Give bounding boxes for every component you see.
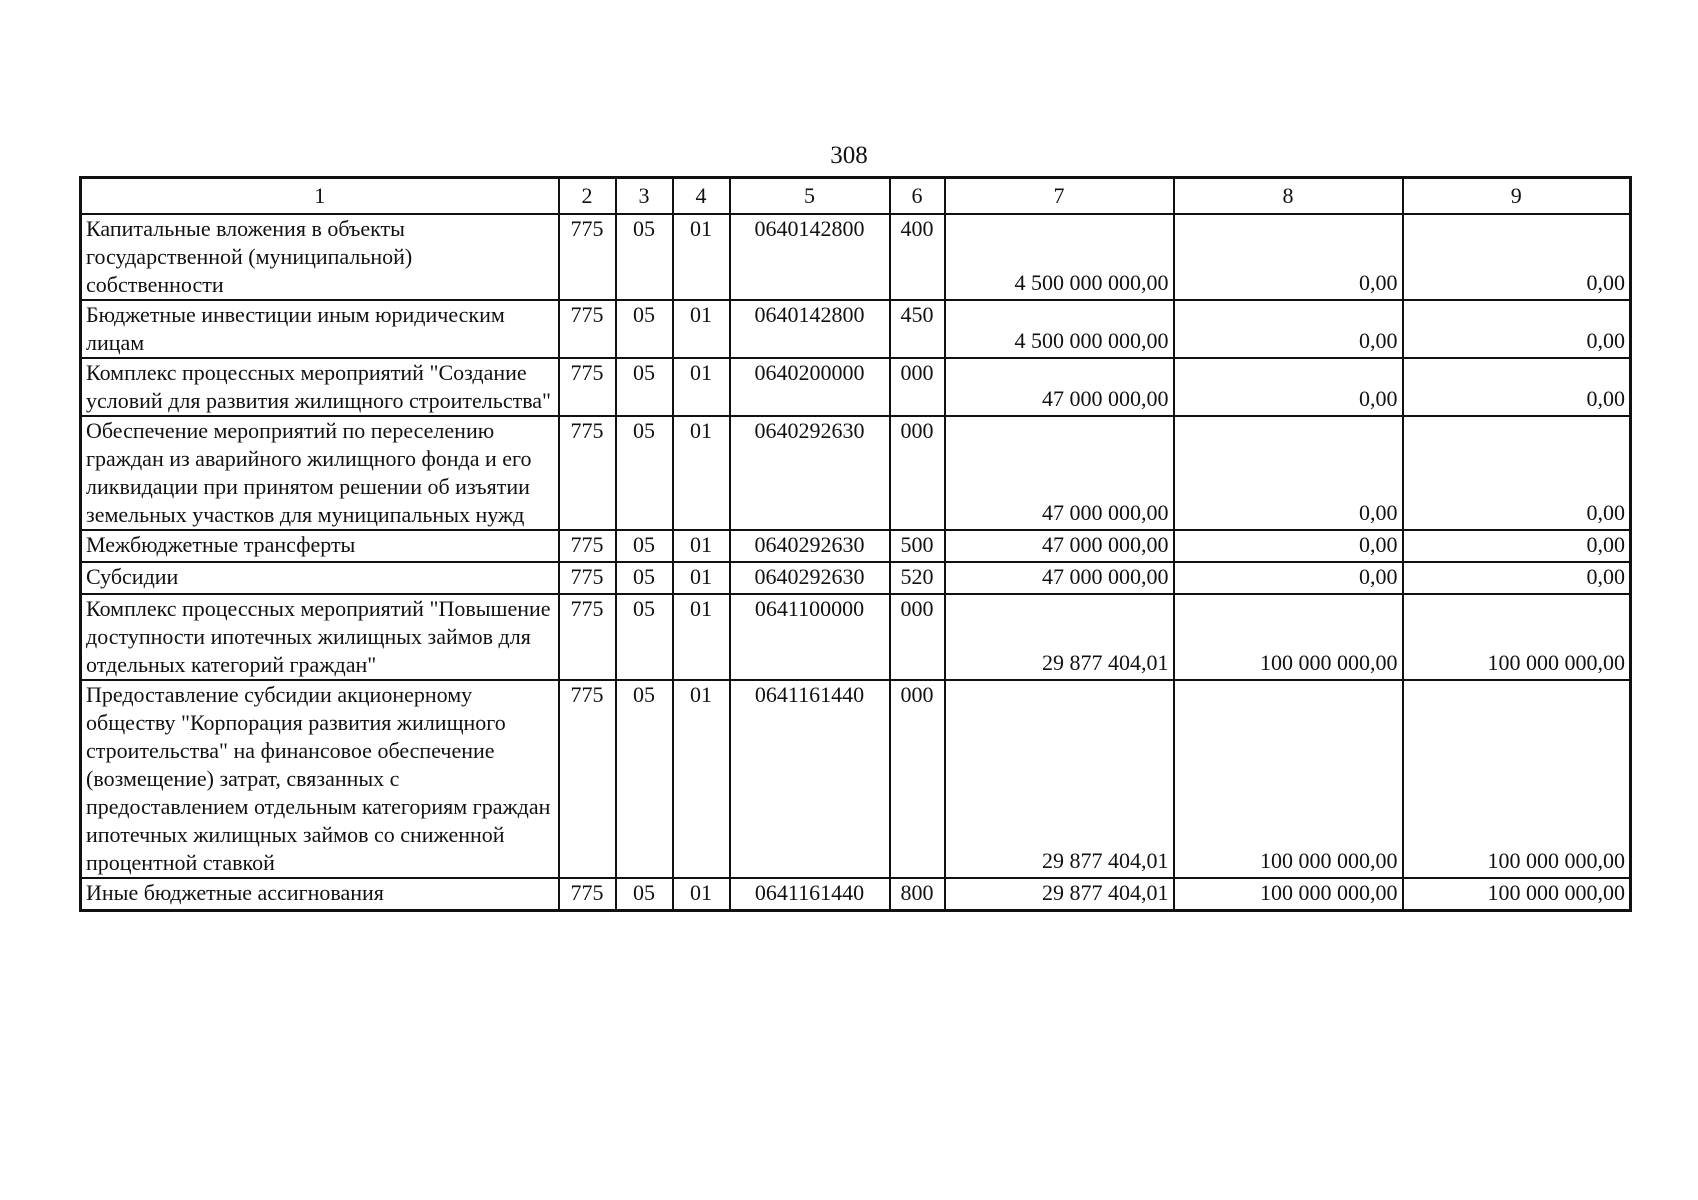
table-row: [81, 214, 1631, 300]
cell-c7: 47 000 000,00: [945, 358, 1174, 416]
table-row: [81, 300, 1631, 358]
cell-c9: 0,00: [1403, 562, 1631, 594]
cell-c8: 100 000 000,00: [1174, 878, 1403, 911]
column-header: 3: [616, 178, 673, 215]
cell-c7: 47 000 000,00: [945, 416, 1174, 530]
cell-c5: 0640292630: [730, 562, 890, 594]
cell-c6: 000: [890, 358, 945, 416]
cell-c9: 0,00: [1403, 300, 1631, 358]
cell-c8: 0,00: [1174, 358, 1403, 416]
cell-c3: 05: [616, 530, 673, 562]
cell-c5: 0640200000: [730, 358, 890, 416]
cell-c9: 0,00: [1403, 530, 1631, 562]
cell-c4: 01: [673, 594, 730, 680]
table-row: [81, 416, 1631, 530]
cell-c7: 4 500 000 000,00: [945, 300, 1174, 358]
cell-c8: 0,00: [1174, 300, 1403, 358]
cell-c9: 0,00: [1403, 358, 1631, 416]
cell-c5: 0640292630: [730, 530, 890, 562]
cell-c9: 100 000 000,00: [1403, 680, 1631, 878]
cell-c2: 775: [559, 530, 616, 562]
cell-c9: 0,00: [1403, 214, 1631, 300]
cell-c4: 01: [673, 300, 730, 358]
cell-c7: 29 877 404,01: [945, 680, 1174, 878]
column-header: 6: [890, 178, 945, 215]
cell-c2: 775: [559, 562, 616, 594]
cell-c9: 0,00: [1403, 416, 1631, 530]
cell-c4: 01: [673, 416, 730, 530]
cell-c2: 775: [559, 214, 616, 300]
row-name: Межбюджетные трансферты: [81, 530, 559, 562]
table-row: [81, 358, 1631, 416]
cell-c2: 775: [559, 878, 616, 911]
cell-c4: 01: [673, 530, 730, 562]
cell-c6: 800: [890, 878, 945, 911]
cell-c8: 100 000 000,00: [1174, 680, 1403, 878]
cell-c4: 01: [673, 878, 730, 911]
cell-c5: 0641161440: [730, 680, 890, 878]
row-name: Комплекс процессных мероприятий "Создание условий для развития жилищного строительства": [81, 358, 559, 416]
cell-c4: 01: [673, 680, 730, 878]
cell-c9: 100 000 000,00: [1403, 594, 1631, 680]
table-row: [81, 878, 1631, 911]
cell-c9: 100 000 000,00: [1403, 878, 1631, 911]
column-header: 9: [1403, 178, 1631, 215]
table-row: [81, 530, 1631, 562]
cell-c2: 775: [559, 300, 616, 358]
row-name: Обеспечение мероприятий по переселению граждан из аварийного жилищного фонда и его ликвидации при принятом решении об изъятии земельных участков для муниципальных нужд: [81, 416, 559, 530]
cell-c3: 05: [616, 416, 673, 530]
column-header: 7: [945, 178, 1174, 215]
row-name: Иные бюджетные ассигнования: [81, 878, 559, 911]
cell-c7: 47 000 000,00: [945, 530, 1174, 562]
column-header: 8: [1174, 178, 1403, 215]
cell-c3: 05: [616, 358, 673, 416]
cell-c4: 01: [673, 358, 730, 416]
page-number: 308: [830, 142, 868, 169]
cell-c8: 0,00: [1174, 214, 1403, 300]
cell-c6: 450: [890, 300, 945, 358]
cell-c7: 29 877 404,01: [945, 878, 1174, 911]
cell-c6: 000: [890, 594, 945, 680]
cell-c6: 400: [890, 214, 945, 300]
cell-c8: 0,00: [1174, 530, 1403, 562]
cell-c2: 775: [559, 594, 616, 680]
cell-c6: 000: [890, 680, 945, 878]
cell-c7: 29 877 404,01: [945, 594, 1174, 680]
cell-c5: 0641161440: [730, 878, 890, 911]
cell-c7: 47 000 000,00: [945, 562, 1174, 594]
cell-c2: 775: [559, 680, 616, 878]
cell-c3: 05: [616, 300, 673, 358]
row-name: Субсидии: [81, 562, 559, 594]
cell-c3: 05: [616, 878, 673, 911]
cell-c8: 0,00: [1174, 562, 1403, 594]
cell-c7: 4 500 000 000,00: [945, 214, 1174, 300]
header-row: [81, 178, 1631, 215]
cell-c2: 775: [559, 358, 616, 416]
table-row: [81, 680, 1631, 878]
cell-c6: 520: [890, 562, 945, 594]
cell-c5: 0641100000: [730, 594, 890, 680]
cell-c6: 000: [890, 416, 945, 530]
cell-c5: 0640142800: [730, 300, 890, 358]
table-row: [81, 594, 1631, 680]
cell-c6: 500: [890, 530, 945, 562]
cell-c3: 05: [616, 680, 673, 878]
row-name: Бюджетные инвестиции иным юридическим лицам: [81, 300, 559, 358]
cell-c5: 0640292630: [730, 416, 890, 530]
cell-c8: 100 000 000,00: [1174, 594, 1403, 680]
budget-table: [79, 176, 1632, 912]
cell-c3: 05: [616, 562, 673, 594]
column-header: 1: [81, 178, 559, 215]
row-name: Капитальные вложения в объекты государственной (муниципальной) собственности: [81, 214, 559, 300]
cell-c4: 01: [673, 214, 730, 300]
cell-c4: 01: [673, 562, 730, 594]
cell-c5: 0640142800: [730, 214, 890, 300]
row-name: Комплекс процессных мероприятий "Повышение доступности ипотечных жилищных займов для отдельных категорий граждан": [81, 594, 559, 680]
column-header: 2: [559, 178, 616, 215]
cell-c3: 05: [616, 594, 673, 680]
row-name: Предоставление субсидии акционерному обществу "Корпорация развития жилищного строительства" на финансовое обеспечение (возмещение) затрат, связанных с предоставлением отдельным категориям граждан ипотечных жилищных займов со сниженной процентной ставкой: [81, 680, 559, 878]
cell-c3: 05: [616, 214, 673, 300]
cell-c8: 0,00: [1174, 416, 1403, 530]
table-row: [81, 562, 1631, 594]
cell-c2: 775: [559, 416, 616, 530]
column-header: 4: [673, 178, 730, 215]
column-header: 5: [730, 178, 890, 215]
